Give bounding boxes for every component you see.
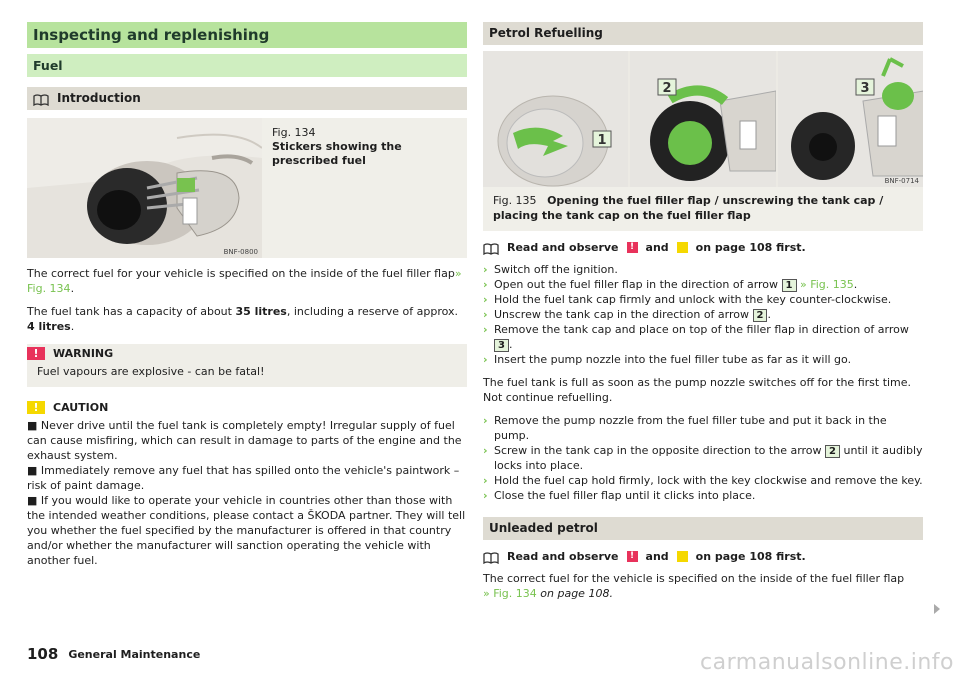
caution-item: ■ If you would like to operate your vehicle in countries other than those with the intended weather conditions, please contact a ŠKODA partner. They will tell you whether the fuel specified by the manufacturer is offered in that country and/or whether the manufacturer will sanction operating the vehicle with another fuel. [27,494,466,567]
book-icon [483,552,499,562]
right-column [483,22,923,601]
paragraph-unleaded: The correct fuel for the vehicle is specified on the inside of the fuel filler flap » Fig. 134 on page 108. [483,572,905,600]
warning-mini-icon[interactable]: ! [627,551,638,562]
caution-mini-icon[interactable] [677,242,688,253]
arrow-ref: 3 [494,339,509,352]
figure-panel-1 [483,51,628,187]
figure-code: BNF-0714 [884,177,919,185]
fuel-flap-image [27,118,262,258]
caution-icon: ! [27,401,45,414]
caution-item: ■ Never drive until the fuel tank is completely empty! Irregular supply of fuel can cause misfiring, which can result in damage to parts of the engine and the exhaust system. [27,419,462,462]
step-item: › Close the fuel filler flap until it clicks into place. [483,488,923,503]
arrow-ref: 1 [782,279,797,292]
read-observe-line: Read and observe ! and on page 108 first. [483,241,923,254]
fig-134-link[interactable]: » Fig. 134 [483,587,537,600]
chapter-title: Inspecting and replenishing [27,22,467,48]
unleaded-title: Unleaded petrol [483,517,923,540]
paragraph-fuel-spec: The correct fuel for your vehicle is specified on the inside of the fuel filler flap» Fig. 134. [27,267,462,295]
step-item: › Hold the fuel cap hold firmly, lock with the key clockwise and remove the key. [483,473,923,488]
figure-title: Stickers showing the prescribed fuel [272,140,402,167]
caution-mini-icon[interactable] [677,551,688,562]
intro-header [27,87,467,110]
step-item: › Screw in the tank cap in the opposite direction to the arrow 2 until it audibly locks into place. [483,443,923,473]
page-footer [27,645,200,663]
fig-135-link[interactable]: » Fig. 135 [796,278,854,291]
caution-label: CAUTION [53,401,109,414]
arrow-ref: 2 [825,445,840,458]
finish-steps [483,413,923,503]
book-icon [483,243,499,253]
footer-title: General Maintenance [68,647,201,661]
page-number: 108 [27,645,59,663]
fig-134-link[interactable]: » Fig. 134 [27,267,462,295]
figure-label-3: 3 [860,81,870,96]
figure-number: Fig. 135 [493,194,537,207]
caution-body [27,418,467,568]
figure-title: Opening the fuel filler flap / unscrewing the tank cap / placing the tank cap on the fuel filler flap [493,194,884,222]
step-item: › Remove the pump nozzle from the fuel filler tube and put it back in the pump. [483,413,923,443]
step-item: › Switch off the ignition. [483,262,923,277]
figure-134-caption [262,118,467,258]
watermark: carmanualsonline.info [700,650,954,675]
step-item: › Unscrew the tank cap in the direction of arrow 2 . [483,307,923,322]
warning-label: WARNING [53,347,114,360]
step-item: › Open out the fuel filler flap in the direction of arrow 1 » Fig. 135. [483,277,923,292]
figure-label-1: 1 [597,133,607,148]
book-icon [33,94,49,104]
petrol-refuelling-title: Petrol Refuelling [483,22,923,45]
figure-number: Fig. 134 [272,126,316,139]
figure-panel-2 [630,51,775,187]
step-item: › Insert the pump nozzle into the fuel filler tube as far as it will go. [483,352,923,367]
refuel-steps [483,262,923,367]
arrow-ref: 2 [753,309,768,322]
step-item: › Hold the fuel tank cap firmly and unlock with the key counter-clockwise. [483,292,923,307]
caution-item: ■ Immediately remove any fuel that has spilled onto the vehicle's paintwork – risk of paint damage. [27,464,460,492]
read-observe-line-2: Read and observe ! and on page 108 first. [483,550,923,563]
intro-label: Introduction [57,91,141,105]
section-title: Fuel [27,54,467,77]
warning-icon: ! [27,347,45,360]
next-page-arrow-icon[interactable] [934,604,940,614]
figure-code: BNF-0800 [223,248,258,256]
caution-header [27,401,467,414]
figure-panel-3 [778,51,923,187]
step-item: › Remove the tank cap and place on top of the filler flap in direction of arrow 3 . [483,322,923,352]
warning-box [27,344,467,387]
figure-135-image [483,51,923,187]
paragraph-tank-full: The fuel tank is full as soon as the pump nozzle switches off for the first time. Not continue refuelling. [483,376,912,404]
paragraph-capacity: The fuel tank has a capacity of about 35 litres, including a reserve of approx. 4 litres. [27,305,458,333]
figure-135-caption [483,187,923,231]
warning-mini-icon[interactable]: ! [627,242,638,253]
figure-label-2: 2 [662,81,672,96]
left-column [27,22,467,568]
warning-text: Fuel vapours are explosive - can be fatal! [37,365,265,378]
figure-134 [27,118,467,258]
